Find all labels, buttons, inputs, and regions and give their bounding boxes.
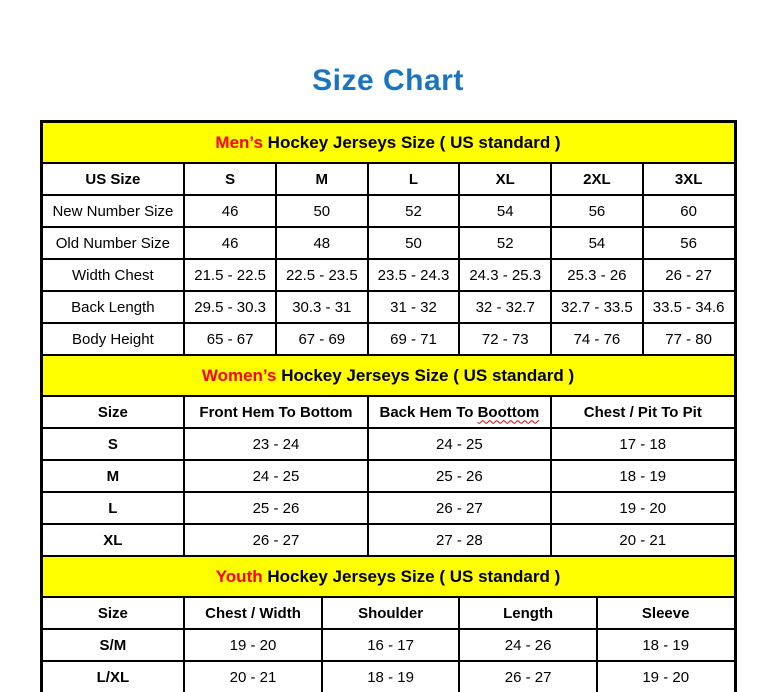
cell-value: 52 (368, 195, 460, 227)
row-label: M (42, 460, 185, 492)
cell-value: 20 - 21 (551, 524, 734, 556)
womens-col-size: Size (42, 396, 185, 428)
table-row (42, 661, 735, 692)
table-row (42, 259, 735, 291)
row-label: XL (42, 524, 185, 556)
youth-col-length: Length (459, 597, 597, 629)
womens-section-title: Hockey Jerseys Size ( US standard ) (276, 365, 575, 385)
mens-section-accent: Men’s (215, 132, 263, 152)
cell-value: 54 (551, 227, 643, 259)
table-row (42, 227, 735, 259)
youth-col-shoulder: Shoulder (322, 597, 460, 629)
youth-size-table (41, 557, 736, 692)
youth-col-chest-width: Chest / Width (184, 597, 322, 629)
cell-value: 19 - 20 (184, 629, 322, 661)
cell-value: 24 - 25 (184, 460, 367, 492)
cell-value: 50 (276, 195, 368, 227)
youth-column-header-row (42, 597, 735, 629)
mens-col-l: L (368, 163, 460, 195)
cell-value: 46 (184, 227, 276, 259)
cell-value: 56 (643, 227, 735, 259)
womens-section-header (42, 356, 735, 396)
cell-value: 18 - 19 (597, 629, 735, 661)
cell-value: 18 - 19 (551, 460, 734, 492)
mens-section-title: Hockey Jerseys Size ( US standard ) (262, 132, 561, 152)
cell-value: 20 - 21 (184, 661, 322, 692)
table-row (42, 428, 735, 460)
womens-section-header-row (42, 356, 735, 396)
mens-column-header-row (42, 163, 735, 195)
cell-value: 24 - 26 (459, 629, 597, 661)
row-label: L (42, 492, 185, 524)
cell-value: 16 - 17 (322, 629, 460, 661)
cell-value: 32 - 32.7 (459, 291, 551, 323)
cell-value: 72 - 73 (459, 323, 551, 355)
cell-value: 48 (276, 227, 368, 259)
cell-value: 60 (643, 195, 735, 227)
mens-size-table (41, 121, 736, 356)
cell-value: 21.5 - 22.5 (184, 259, 276, 291)
cell-value: 19 - 20 (551, 492, 734, 524)
back-hem-label-prefix: Back Hem To (379, 403, 478, 421)
table-row (42, 629, 735, 661)
youth-section-header (42, 557, 735, 597)
womens-col-front-hem: Front Hem To Bottom (184, 396, 367, 428)
cell-value: 25 - 26 (368, 460, 551, 492)
size-chart-tables (40, 120, 737, 692)
row-label: S (42, 428, 185, 460)
youth-section-header-row (42, 557, 735, 597)
cell-value: 29.5 - 30.3 (184, 291, 276, 323)
cell-value: 30.3 - 31 (276, 291, 368, 323)
youth-col-sleeve: Sleeve (597, 597, 735, 629)
table-row (42, 291, 735, 323)
cell-value: 23 - 24 (184, 428, 367, 460)
table-row (42, 195, 735, 227)
cell-value: 25.3 - 26 (551, 259, 643, 291)
cell-value: 24.3 - 25.3 (459, 259, 551, 291)
row-label: S/M (42, 629, 185, 661)
row-label: Width Chest (42, 259, 185, 291)
cell-value: 26 - 27 (459, 661, 597, 692)
row-label: New Number Size (42, 195, 185, 227)
cell-value: 32.7 - 33.5 (551, 291, 643, 323)
womens-col-chest: Chest / Pit To Pit (551, 396, 734, 428)
cell-value: 54 (459, 195, 551, 227)
mens-col-xl: XL (459, 163, 551, 195)
cell-value: 23.5 - 24.3 (368, 259, 460, 291)
mens-section-header (42, 122, 735, 163)
cell-value: 18 - 19 (322, 661, 460, 692)
cell-value: 65 - 67 (184, 323, 276, 355)
cell-value: 17 - 18 (551, 428, 734, 460)
womens-size-table (41, 356, 736, 557)
row-label: Old Number Size (42, 227, 185, 259)
row-label: Body Height (42, 323, 185, 355)
cell-value: 77 - 80 (643, 323, 735, 355)
cell-value: 24 - 25 (368, 428, 551, 460)
page-title: Size Chart (312, 64, 464, 97)
youth-col-size: Size (42, 597, 185, 629)
youth-section-title: Hockey Jerseys Size ( US standard ) (262, 566, 561, 586)
back-hem-misspelled-word: Boottom (477, 403, 540, 421)
youth-section-accent: Youth (215, 566, 263, 586)
table-row (42, 460, 735, 492)
cell-value: 26 - 27 (184, 524, 367, 556)
cell-value: 26 - 27 (368, 492, 551, 524)
mens-col-s: S (184, 163, 276, 195)
cell-value: 19 - 20 (597, 661, 735, 692)
womens-column-header-row (42, 396, 735, 428)
cell-value: 56 (551, 195, 643, 227)
cell-value: 33.5 - 34.6 (643, 291, 735, 323)
cell-value: 52 (459, 227, 551, 259)
cell-value: 74 - 76 (551, 323, 643, 355)
table-row (42, 492, 735, 524)
cell-value: 50 (368, 227, 460, 259)
mens-col-2xl: 2XL (551, 163, 643, 195)
cell-value: 69 - 71 (368, 323, 460, 355)
mens-col-3xl: 3XL (643, 163, 735, 195)
cell-value: 31 - 32 (368, 291, 460, 323)
mens-col-m: M (276, 163, 368, 195)
table-row (42, 323, 735, 355)
table-row (42, 524, 735, 556)
womens-col-back-hem (368, 396, 551, 428)
cell-value: 26 - 27 (643, 259, 735, 291)
cell-value: 25 - 26 (184, 492, 367, 524)
mens-col-us-size: US Size (42, 163, 185, 195)
cell-value: 27 - 28 (368, 524, 551, 556)
womens-section-accent: Women’s (201, 365, 277, 385)
cell-value: 67 - 69 (276, 323, 368, 355)
row-label: Back Length (42, 291, 185, 323)
row-label: L/XL (42, 661, 185, 692)
cell-value: 22.5 - 23.5 (276, 259, 368, 291)
cell-value: 46 (184, 195, 276, 227)
mens-section-header-row (42, 122, 735, 163)
